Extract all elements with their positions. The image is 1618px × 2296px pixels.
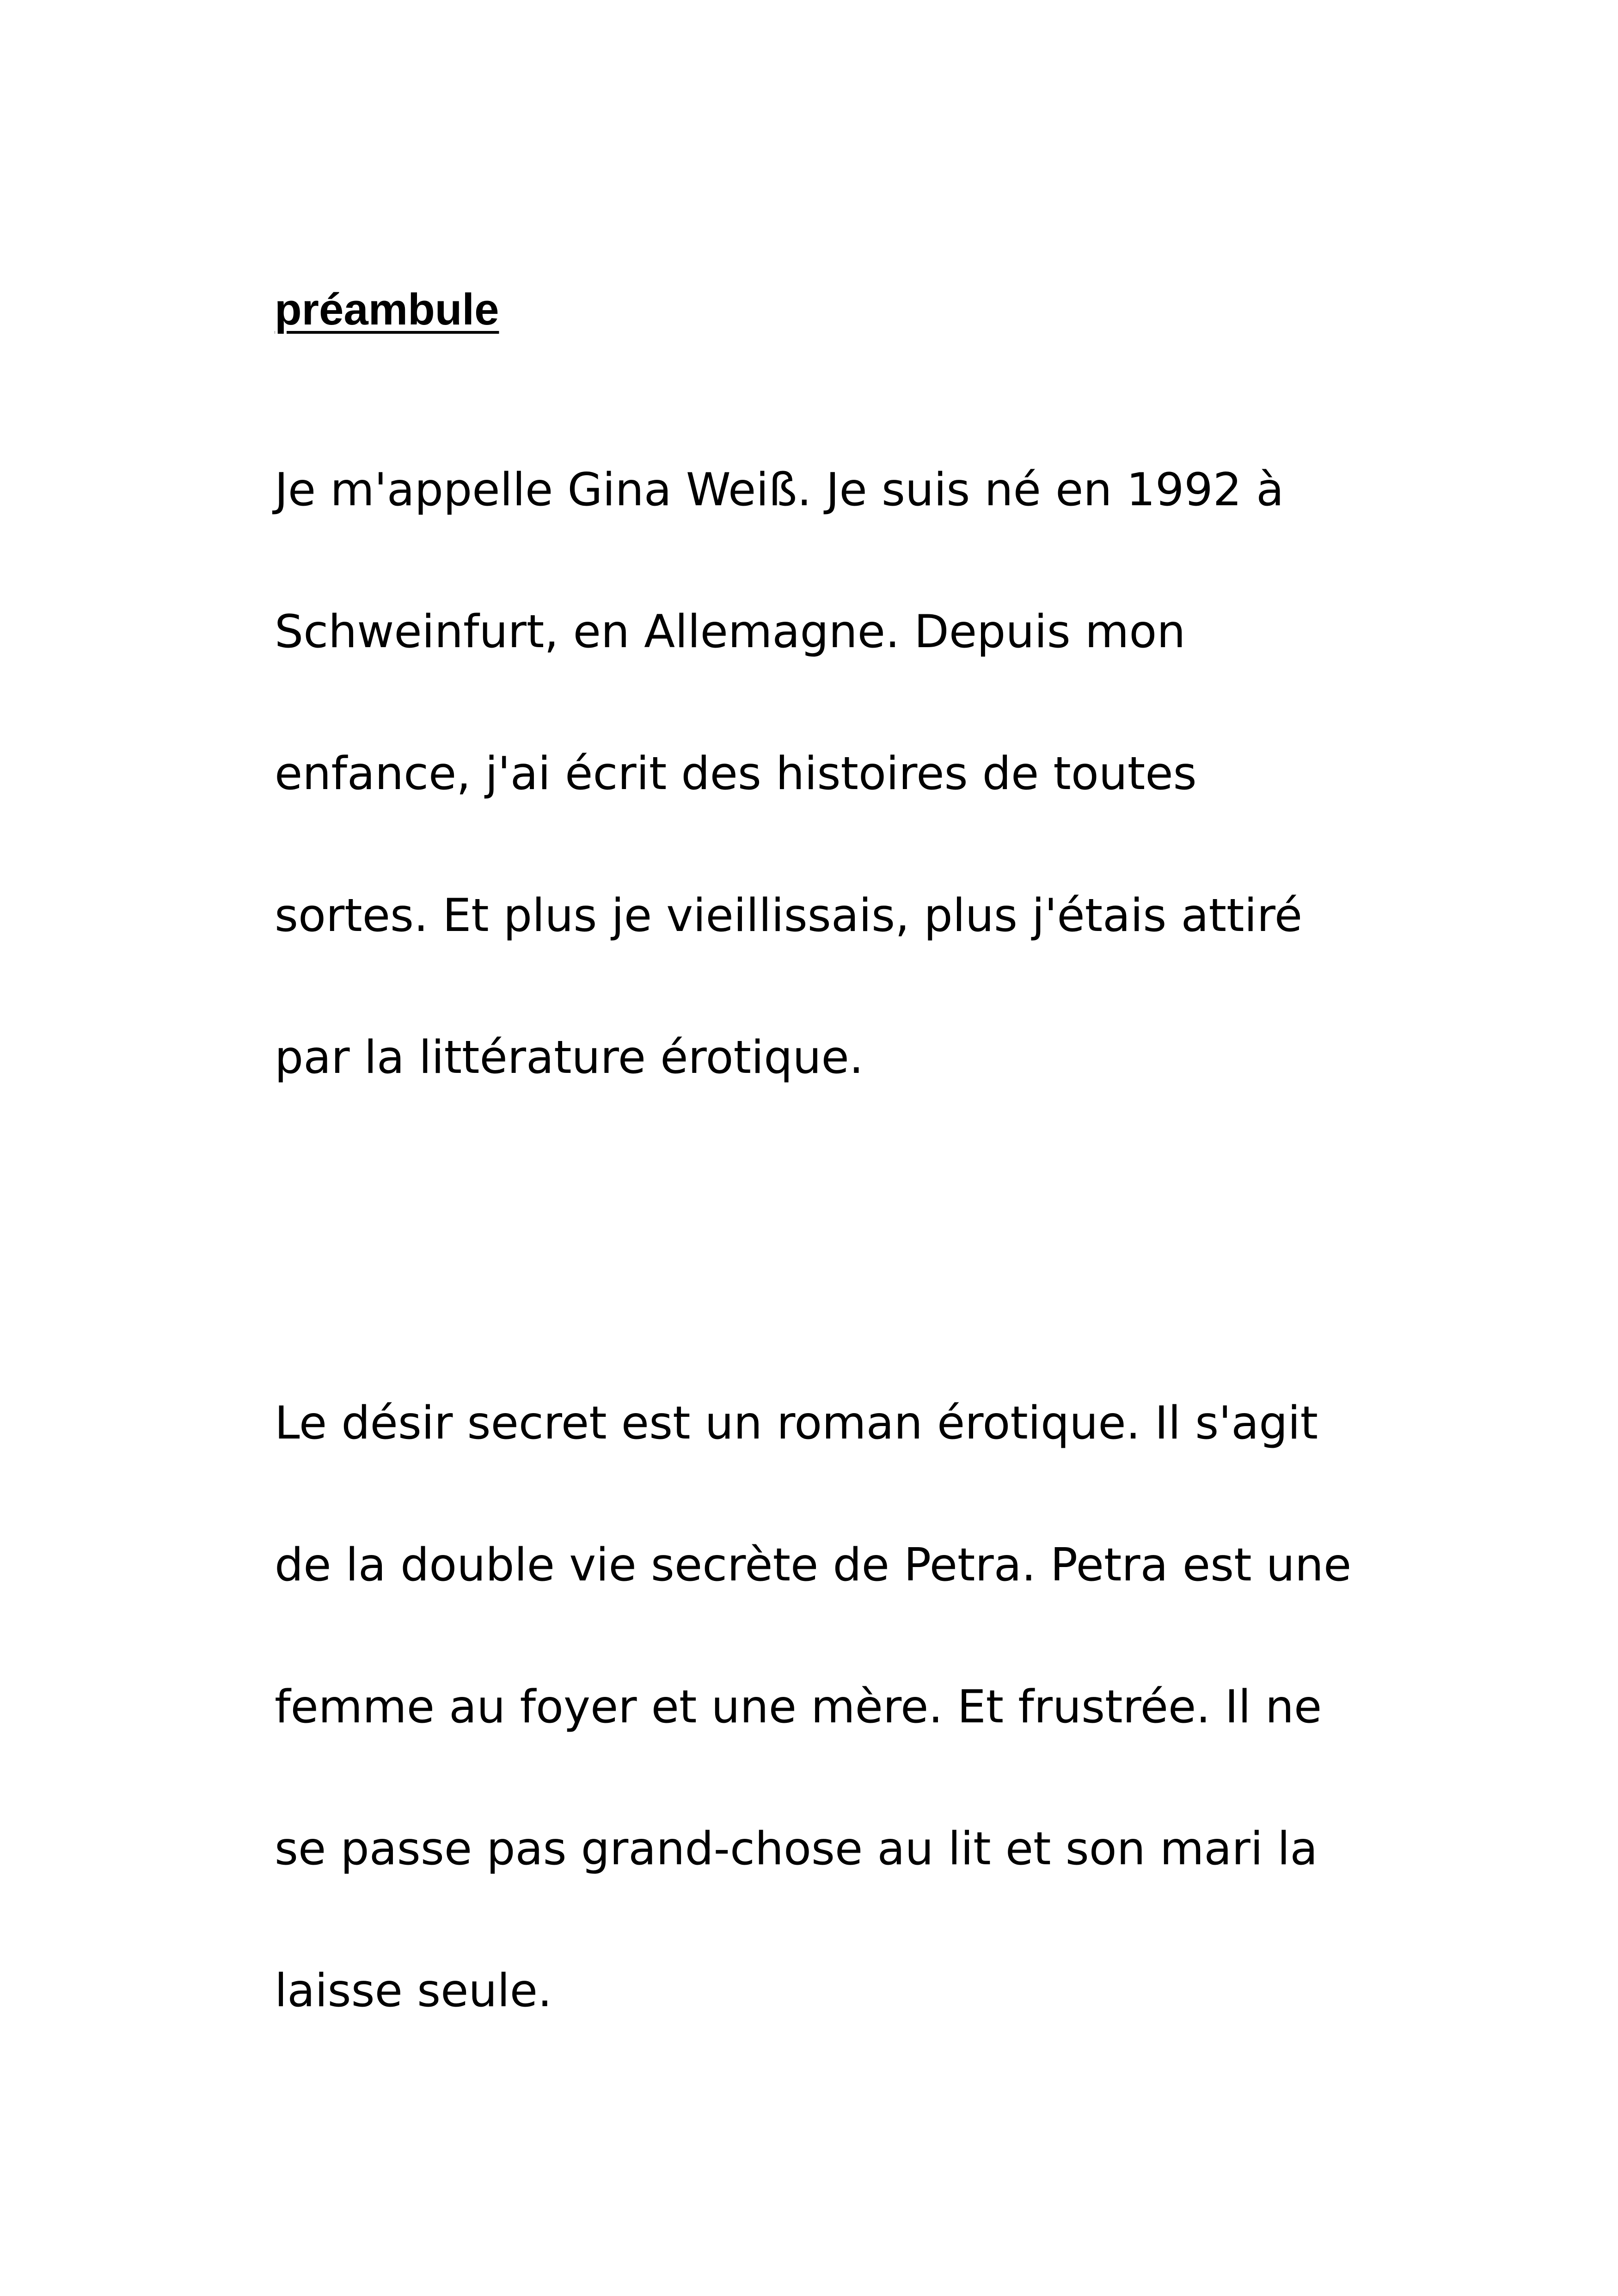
text-line: femme au foyer et une mère. Et frustrée. Il ne xyxy=(275,1681,1322,1733)
text-line: laisse seule. xyxy=(275,1965,552,2017)
text-line: Le désir secret est un roman érotique. Il s'agit xyxy=(275,1397,1318,1450)
text-line: se passe pas grand-chose au lit et son mari la xyxy=(275,1823,1318,1875)
text-line: enfance, j'ai écrit des histoires de toutes xyxy=(275,747,1197,800)
text-line: par la littérature érotique. xyxy=(275,1031,864,1084)
text-line: Je m'appelle Gina Weiß. Je suis né en 1992 à xyxy=(275,464,1284,516)
page-heading: préambule xyxy=(275,285,499,334)
text-line: de la double vie secrète de Petra. Petra est une xyxy=(275,1539,1352,1592)
text-line: sortes. Et plus je vieillissais, plus j'étais attiré xyxy=(275,889,1303,942)
text-line: Schweinfurt, en Allemagne. Depuis mon xyxy=(275,606,1186,658)
